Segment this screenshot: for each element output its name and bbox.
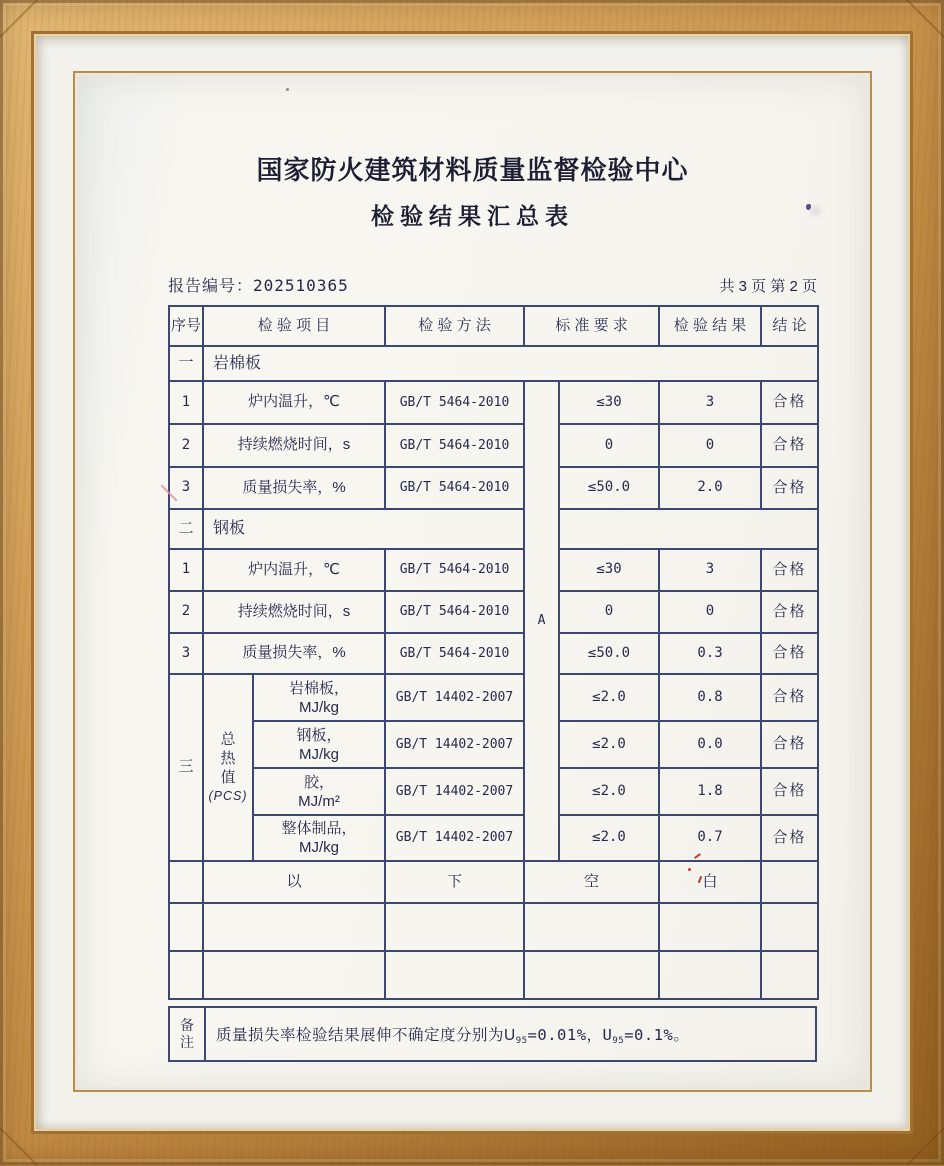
- row-result: 1.8: [660, 769, 762, 816]
- remark-text: [206, 1008, 815, 1060]
- frame-miter-joint: [0, 1126, 38, 1166]
- row-item: [254, 816, 386, 862]
- remark-subscript: 95: [515, 1035, 528, 1046]
- page-title: 国家防火建筑材料质量监督检验中心: [256, 155, 689, 185]
- row-standard: ≤2.0: [560, 769, 660, 816]
- col-header-item: 检 验 项 目: [204, 307, 386, 347]
- row-standard: ≤2.0: [560, 816, 660, 862]
- report-meta-row: [168, 273, 817, 296]
- row-standard: 0: [560, 425, 660, 468]
- blank-cell: [170, 904, 204, 952]
- ink-speck: [806, 204, 811, 210]
- section-2-empty-cell: [560, 510, 819, 550]
- blank-cell: [762, 904, 819, 952]
- report-number: [168, 273, 349, 296]
- row-conclusion: 合格: [762, 634, 819, 675]
- inspection-report-page: [78, 76, 867, 1087]
- blank-cell: [204, 904, 386, 952]
- row-conclusion: 合格: [762, 769, 819, 816]
- col-header-conclusion: 结 论: [762, 307, 819, 347]
- row-method: GB/T 5464-2010: [386, 634, 525, 675]
- blank-notice-cell: 空: [525, 862, 660, 904]
- row-result: 2.0: [660, 468, 762, 510]
- remark-label-char: 备: [180, 1017, 194, 1033]
- row-standard: ≤30: [560, 382, 660, 425]
- blank-cell: [386, 904, 525, 952]
- remark-text-part: 质量损失率检验结果展伸不确定度分别为U: [216, 1026, 516, 1044]
- row-item: 质量损失率，%: [204, 468, 386, 510]
- row-conclusion: 合格: [762, 816, 819, 862]
- row-result: 0: [660, 592, 762, 634]
- blank-cell: [762, 952, 819, 1000]
- row-standard: 0: [560, 592, 660, 634]
- row-method: GB/T 5464-2010: [386, 425, 525, 468]
- row-item-line1: 胶，: [303, 773, 334, 791]
- row-no: 1: [170, 382, 204, 425]
- blank-notice-cell: 下: [386, 862, 525, 904]
- page-count: 共 3 页 第 2 页: [719, 278, 817, 295]
- frame-miter-joint: [0, 0, 38, 39]
- col-header-standard: 标 准 要 求: [525, 307, 660, 347]
- row-standard: ≤2.0: [560, 722, 660, 769]
- ink-speck: [286, 88, 289, 91]
- row-item-line2: MJ/kg: [298, 745, 339, 763]
- remark-text-part: =0.01%，U: [527, 1025, 613, 1044]
- row-item: [254, 769, 386, 816]
- row-item-line1: 钢板，: [296, 726, 342, 744]
- section-1-no: 一: [170, 347, 204, 382]
- row-item: [254, 722, 386, 769]
- section-3-no: 三: [170, 675, 204, 862]
- row-conclusion: 合格: [762, 675, 819, 722]
- section-3-group-label: [204, 675, 254, 862]
- row-item: 炉内温升，℃: [204, 382, 386, 425]
- group-char: 值: [220, 768, 236, 786]
- section-2-name: 钢板: [204, 510, 525, 550]
- group-sub-label: (PCS): [208, 788, 248, 803]
- blank-notice-cell: 白: [660, 862, 762, 904]
- strip-a-cell: A: [525, 382, 560, 862]
- row-method: GB/T 14402-2007: [386, 675, 525, 722]
- row-method: GB/T 14402-2007: [386, 816, 525, 862]
- blank-cell: [762, 862, 819, 904]
- blank-cell: [525, 952, 660, 1000]
- blank-cell: [660, 952, 762, 1000]
- blank-cell: [170, 862, 204, 904]
- row-item-line1: 岩棉板，: [288, 679, 349, 697]
- row-standard: ≤2.0: [560, 675, 660, 722]
- remark-text-part: =0.1%。: [624, 1025, 690, 1044]
- page-subtitle: 检验结果汇总表: [371, 203, 574, 229]
- group-char: 热: [220, 749, 236, 767]
- blank-cell: [170, 952, 204, 1000]
- row-method: GB/T 5464-2010: [386, 468, 525, 510]
- frame-miter-joint: [906, 1126, 944, 1166]
- row-no: 2: [170, 592, 204, 634]
- remark-label: [170, 1008, 206, 1060]
- row-result: 0.7: [660, 816, 762, 862]
- col-header-no: 序号: [170, 307, 204, 347]
- frame-miter-joint: [906, 0, 944, 39]
- row-item-line1: 整体制品，: [281, 820, 357, 837]
- row-item: [254, 675, 386, 722]
- remark-subscript: 95: [612, 1035, 625, 1046]
- row-result: 0.0: [660, 722, 762, 769]
- row-item: 持续燃烧时间，s: [204, 425, 386, 468]
- row-conclusion: 合格: [762, 722, 819, 769]
- row-method: GB/T 14402-2007: [386, 722, 525, 769]
- blank-cell: [386, 952, 525, 1000]
- blank-notice-cell: 以: [204, 862, 386, 904]
- row-no: 1: [170, 550, 204, 592]
- row-result: 0.3: [660, 634, 762, 675]
- row-method: GB/T 5464-2010: [386, 382, 525, 425]
- remark-label-char: 注: [180, 1034, 194, 1050]
- section-2-no: 二: [170, 510, 204, 550]
- row-item: 持续燃烧时间，s: [204, 592, 386, 634]
- row-no: 3: [170, 634, 204, 675]
- row-conclusion: 合格: [762, 468, 819, 510]
- report-number-label: 报告编号：: [168, 278, 254, 295]
- col-header-result: 检 验 结 果: [660, 307, 762, 347]
- row-item: 质量损失率，%: [204, 634, 386, 675]
- row-conclusion: 合格: [762, 382, 819, 425]
- section-1-name: 岩棉板: [204, 347, 819, 382]
- row-item-line2: MJ/kg: [298, 698, 339, 716]
- group-char: 总: [220, 730, 236, 748]
- row-standard: ≤50.0: [560, 634, 660, 675]
- report-number-value: 202510365: [253, 276, 349, 295]
- row-result: 0: [660, 425, 762, 468]
- row-item-line2: MJ/m²: [298, 792, 340, 810]
- row-conclusion: 合格: [762, 550, 819, 592]
- row-item: 炉内温升，℃: [204, 550, 386, 592]
- row-item-line2: MJ/kg: [298, 839, 339, 856]
- row-no: 2: [170, 425, 204, 468]
- blank-cell: [525, 904, 660, 952]
- results-table: [168, 305, 819, 1000]
- row-standard: ≤30: [560, 550, 660, 592]
- row-method: GB/T 5464-2010: [386, 592, 525, 634]
- col-header-method: 检 验 方 法: [386, 307, 525, 347]
- row-result: 3: [660, 550, 762, 592]
- blank-cell: [204, 952, 386, 1000]
- row-method: GB/T 5464-2010: [386, 550, 525, 592]
- row-conclusion: 合格: [762, 592, 819, 634]
- row-no: 3: [170, 468, 204, 510]
- row-method: GB/T 14402-2007: [386, 769, 525, 816]
- row-result: 0.8: [660, 675, 762, 722]
- row-result: 3: [660, 382, 762, 425]
- blank-cell: [660, 904, 762, 952]
- row-standard: ≤50.0: [560, 468, 660, 510]
- row-conclusion: 合格: [762, 425, 819, 468]
- remark-box: [168, 1006, 817, 1062]
- matte-gold-fillet: [73, 71, 872, 1092]
